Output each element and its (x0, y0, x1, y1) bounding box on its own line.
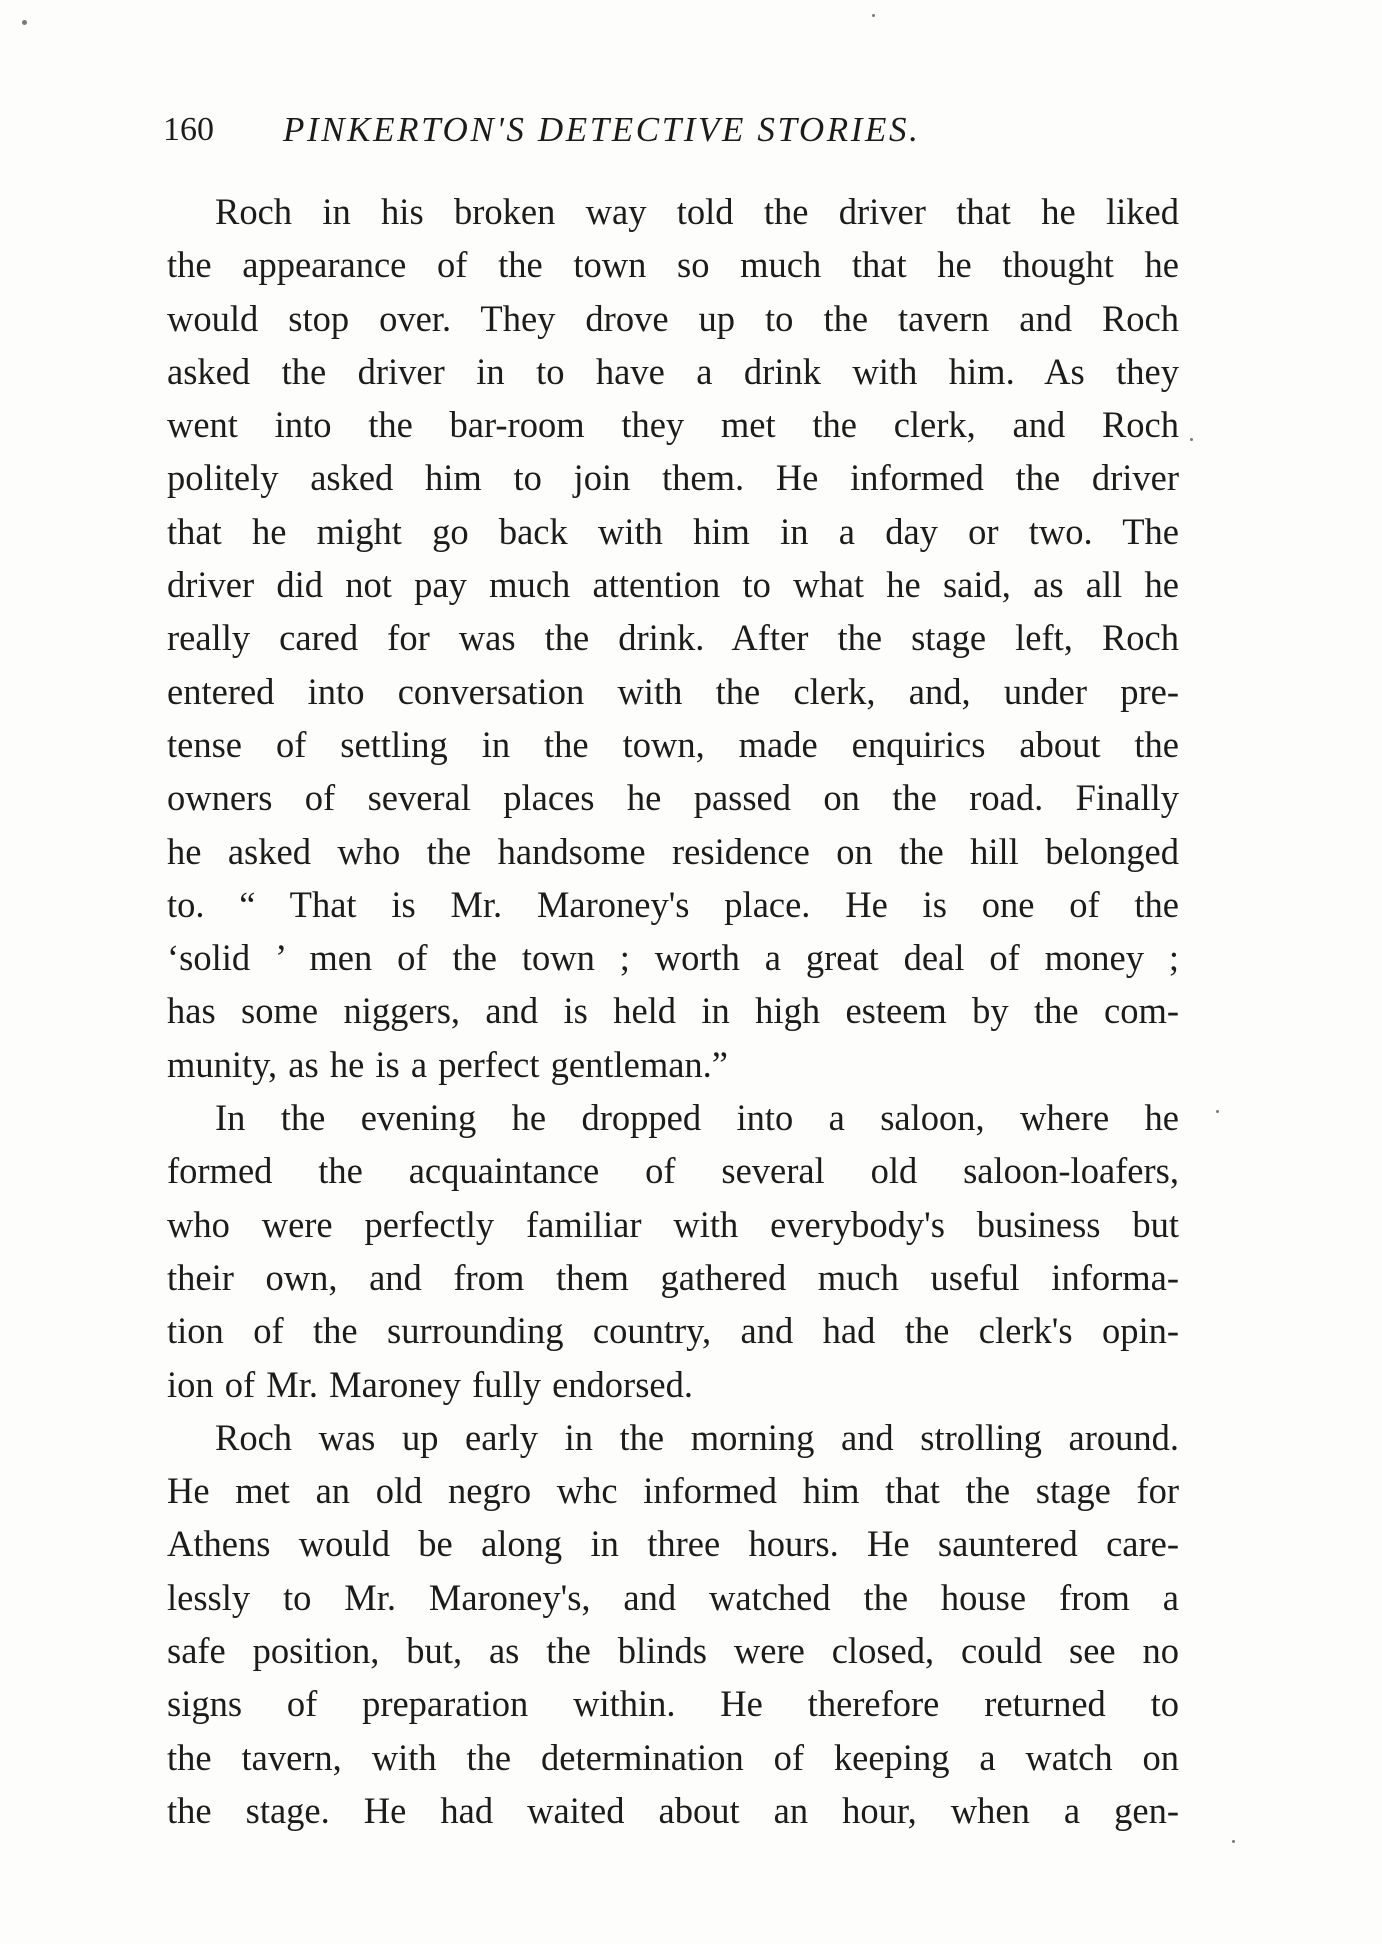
text-line: Roch was up early in the morning and strolling around. (215, 1416, 1179, 1458)
text-line: In the evening he dropped into a saloon, where he (215, 1097, 1179, 1139)
scan-speck (1216, 1110, 1219, 1113)
text-line: went into the bar-room they met the clerk, and Roch (167, 404, 1179, 446)
text-line: formed the acquaintance of several old saloon-loafers, (167, 1150, 1179, 1192)
text-line: munity, as he is a perfect gentleman.” (167, 1043, 728, 1085)
text-line: signs of preparation within. He therefore returned to (167, 1683, 1179, 1725)
text-line: politely asked him to join them. He informed the driver (167, 457, 1179, 499)
text-line: who were perfectly familiar with everybody's business but (167, 1203, 1179, 1245)
text-line: to. “ That is Mr. Maroney's place. He is one of the (167, 883, 1179, 925)
page-number: 160 (163, 111, 214, 148)
text-line: asked the driver in to have a drink with him. As they (167, 350, 1179, 392)
running-title: PINKERTON'S DETECTIVE STORIES. (283, 110, 921, 149)
text-line: lessly to Mr. Maroney's, and watched the house from a (167, 1576, 1179, 1618)
text-line: has some niggers, and is held in high esteem by the com- (167, 990, 1179, 1032)
text-line: that he might go back with him in a day or two. The (167, 510, 1179, 552)
text-line: Athens would be along in three hours. He sauntered care- (167, 1523, 1179, 1565)
text-line: he asked who the handsome residence on the hill belonged (167, 830, 1179, 872)
text-line: the appearance of the town so much that he thought he (167, 244, 1179, 286)
scan-speck (1232, 1840, 1235, 1843)
scan-speck (22, 20, 27, 25)
text-line: tion of the surrounding country, and had the clerk's opin- (167, 1310, 1179, 1352)
text-line: entered into conversation with the clerk, and, under pre- (167, 670, 1179, 712)
text-line: the stage. He had waited about an hour, when a gen- (167, 1789, 1179, 1831)
scan-speck (872, 14, 875, 17)
body-text (167, 185, 1179, 1837)
text-line: ‘solid ’ men of the town ; worth a great deal of money ; (167, 937, 1179, 979)
text-line: the tavern, with the determination of keeping a watch on (167, 1736, 1179, 1778)
running-head (163, 108, 1203, 152)
text-line: owners of several places he passed on the road. Finally (167, 777, 1179, 819)
text-line: driver did not pay much attention to what he said, as all he (167, 564, 1179, 606)
scan-speck (1190, 438, 1193, 441)
text-line: tense of settling in the town, made enquirics about the (167, 723, 1179, 765)
text-line: Roch in his broken way told the driver that he liked (215, 191, 1179, 232)
text-line: He met an old negro whc informed him that the stage for (167, 1470, 1179, 1512)
text-line: would stop over. They drove up to the tavern and Roch (167, 297, 1179, 339)
text-line: ion of Mr. Maroney fully endorsed. (167, 1363, 693, 1405)
text-line: really cared for was the drink. After the stage left, Roch (167, 617, 1179, 659)
text-line: their own, and from them gathered much useful informa- (167, 1256, 1179, 1298)
text-line: safe position, but, as the blinds were closed, could see no (167, 1630, 1179, 1672)
